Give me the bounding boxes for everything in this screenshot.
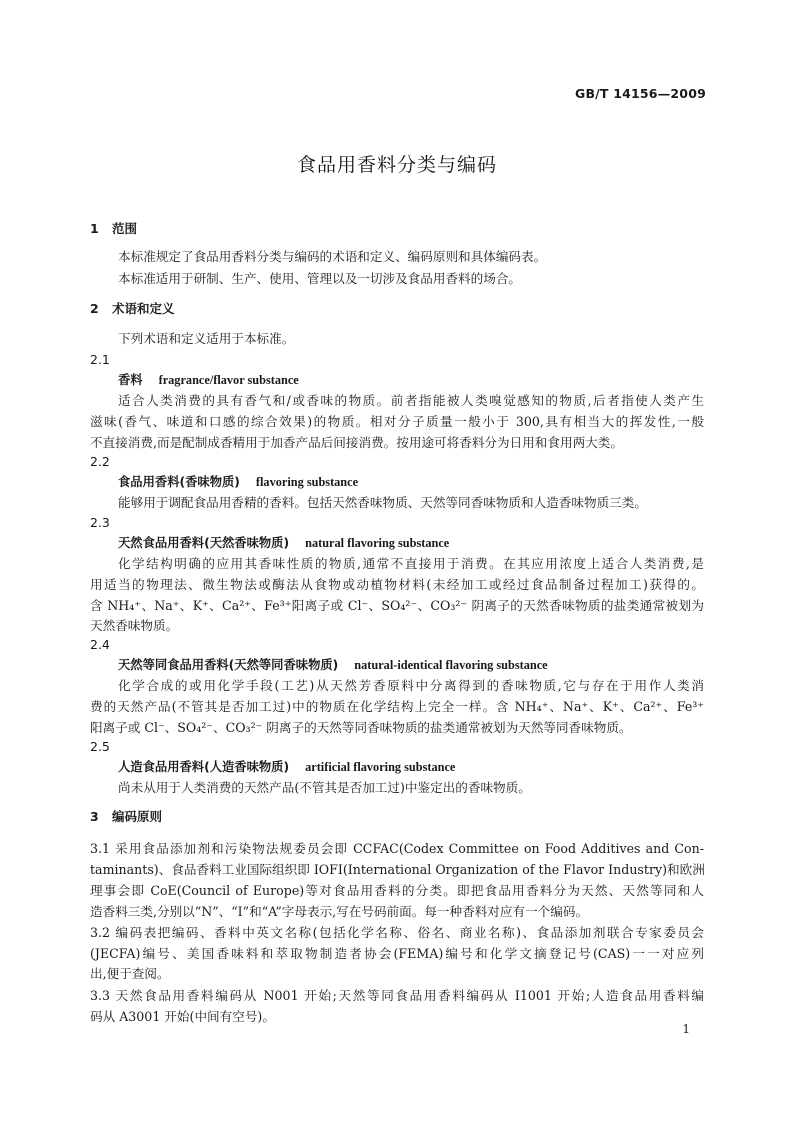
section-title: 编码原则 [112, 809, 163, 824]
paragraph-line: 能够用于调配食品用香精的香料。包括天然香味物质、天然等同香味物质和人造香味物质三类。 [118, 495, 647, 510]
paragraph-line: 用适当的物理法、微生物法或酶法从食物或动植物材料(未经加工或经过食品制备过程加工)获得的。 [90, 577, 704, 592]
paragraph-line: 3.2 编码表把编码、香料中英文名称(包括化学名称、俗名、商业名称)、食品添加剂联合专家委员会 [90, 925, 704, 940]
paragraph-line: 化学结构明确的应用其香味性质的物质,通常不直接用于消费。在其应用浓度上适合人类消费,是 [118, 556, 704, 571]
paragraph-line: taminants)、食品香料工业国际组织即 IOFI(International Organization of the Flavor Industry)和欧洲 [90, 862, 705, 877]
term-heading [118, 473, 358, 491]
paragraph-line: 本标准适用于研制、生产、使用、管理以及一切涉及食品用香料的场合。 [118, 271, 521, 286]
term-cn: 人造食品用香料(人造香味物质) [118, 760, 290, 774]
section-title: 范围 [112, 221, 138, 236]
term-heading [118, 656, 548, 674]
term-heading [118, 758, 455, 776]
paragraph-line: 3.1 采用食品添加剂和污染物法规委员会即 CCFAC(Codex Committee on Food Additives and Con- [90, 841, 704, 856]
paragraph-line: 适合人类消费的具有香气和/或香味的物质。前者指能被人类嗅觉感知的物质,后者指使人类产生 [118, 393, 704, 408]
term-number: 2.4 [90, 637, 110, 652]
section-number: 3 [90, 809, 99, 824]
paragraph-line: 阳离子或 Cl⁻、SO₄²⁻、CO₃²⁻ 阴离子的天然等同香味物质的盐类通常被划为天然等同香味物质。 [90, 720, 632, 735]
term-en: natural flavoring substance [305, 536, 450, 550]
paragraph-line: 码从 A3001 开始(中间有空号)。 [90, 1009, 275, 1024]
section-heading-3 [90, 808, 162, 826]
term-en: artificial flavoring substance [305, 760, 456, 774]
term-en: natural-identical flavoring substance [354, 658, 548, 672]
section-heading-1 [90, 220, 137, 238]
term-heading [118, 534, 449, 552]
term-number: 2.1 [90, 352, 110, 367]
paragraph-line: (JECFA)编号、美国香味料和萃取物制造者协会(FEMA)编号和化学文摘登记号(CAS)一一对应列 [90, 946, 704, 961]
paragraph-line: 天然香味物质。 [90, 618, 179, 633]
section-number: 1 [90, 221, 99, 236]
paragraph-line: 尚未从用于人类消费的天然产品(不管其是否加工过)中鉴定出的香味物质。 [118, 780, 531, 795]
paragraph-line: 化学合成的或用化学手段(工艺)从天然芳香原料中分离得到的香味物质,它与存在于用作人类消 [118, 678, 704, 693]
section-title: 术语和定义 [112, 301, 175, 316]
paragraph-line: 含 NH₄⁺、Na⁺、K⁺、Ca²⁺、Fe³⁺阳离子或 Cl⁻、SO₄²⁻、CO₃²⁻ 阴离子的天然香味物质的盐类通常被划为 [90, 598, 704, 613]
paragraph-line: 造香料三类,分别以“N”、“I”和“A”字母表示,写在号码前面。每一种香料对应有一个编码。 [90, 904, 589, 919]
paragraph-line: 3.3 天然食品用香料编码从 N001 开始;天然等同食品用香料编码从 I1001 开始;人造食品用香料编 [90, 988, 704, 1003]
term-cn: 天然食品用香料(天然香味物质) [118, 536, 290, 550]
paragraph-line: 出,便于查阅。 [90, 966, 170, 981]
term-number: 2.5 [90, 739, 110, 754]
term-number: 2.3 [90, 515, 110, 530]
term-cn: 香料 [118, 373, 143, 387]
section-heading-2 [90, 300, 175, 318]
term-en: fragrance/flavor substance [158, 373, 299, 387]
paragraph-line: 费的天然产品(不管其是否加工过)中的物质在化学结构上完全一样。含 NH₄⁺、Na⁺、K⁺、Ca²⁺、Fe³⁺ [90, 699, 704, 714]
term-heading [118, 371, 299, 389]
paragraph-line: 滋味(香气、味道和口感的综合效果)的物质。相对分子质量一般小于 300,具有相当大的挥发性,一般 [90, 414, 704, 429]
standard-code: GB/T 14156—2009 [574, 86, 706, 101]
paragraph-line: 不直接消费,而是配制成香精用于加香产品后间接消费。按用途可将香料分为日用和食用两大类。 [90, 435, 623, 450]
document-title: 食品用香料分类与编码 [296, 154, 497, 176]
term-number: 2.2 [90, 454, 110, 469]
term-en: flavoring substance [255, 475, 359, 489]
section-number: 2 [90, 301, 99, 316]
paragraph-line: 本标准规定了食品用香料分类与编码的术语和定义、编码原则和具体编码表。 [118, 249, 547, 264]
paragraph-line: 下列术语和定义适用于本标准。 [118, 331, 295, 346]
term-cn: 天然等同食品用香料(天然等同香味物质) [118, 658, 339, 672]
paragraph-line: 理事会即 CoE(Council of Europe)等对食品用香料的分类。即把食品用香料分为天然、天然等同和人 [90, 883, 704, 898]
page-number: 1 [682, 1022, 690, 1036]
term-cn: 食品用香料(香味物质) [118, 475, 240, 489]
